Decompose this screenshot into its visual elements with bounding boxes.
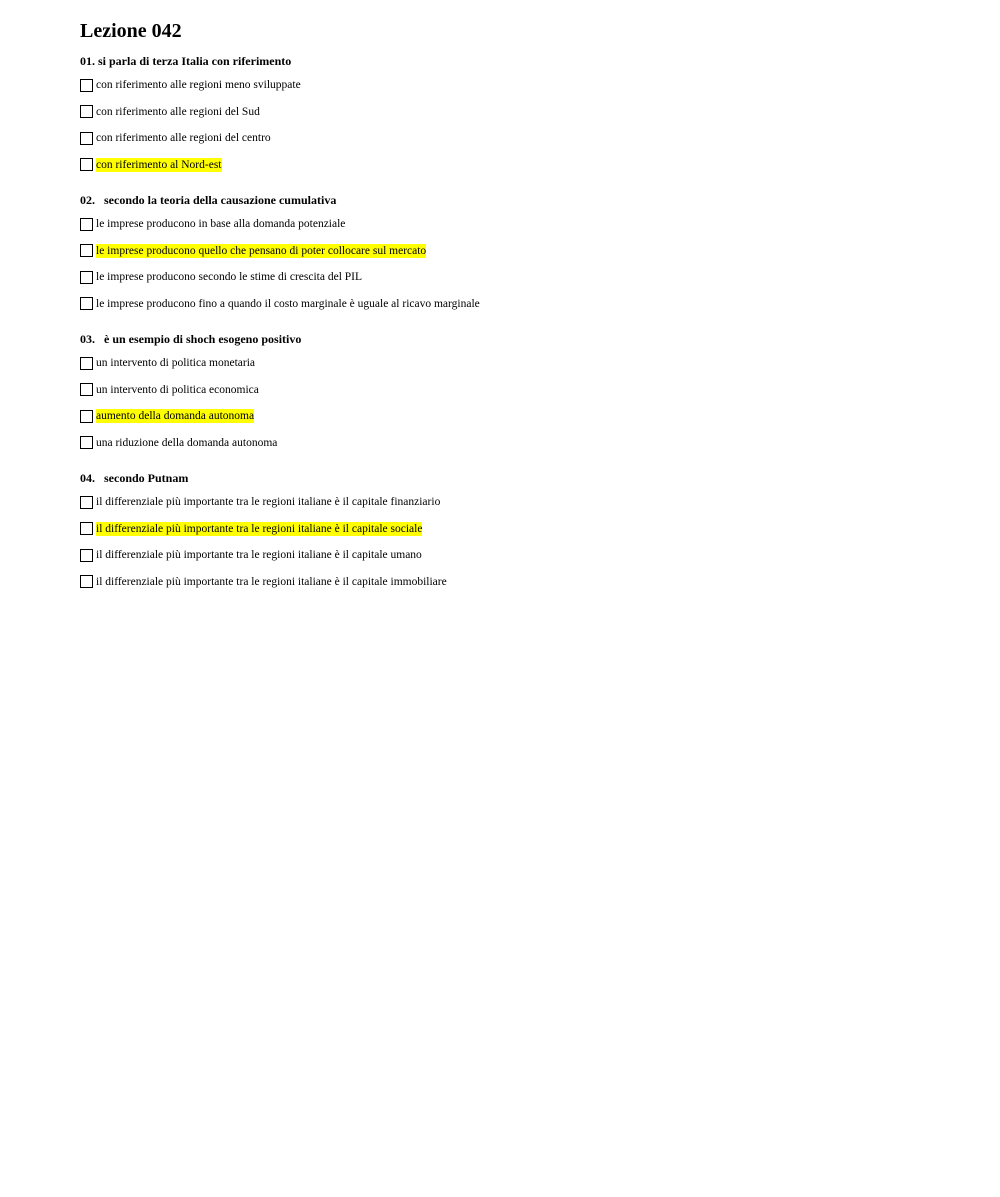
question-block: [80, 53, 960, 178]
answer-checkbox[interactable]: [80, 549, 93, 562]
answer-checkbox[interactable]: [80, 522, 93, 535]
highlighted-answer-text: aumento della domanda autonoma: [96, 410, 255, 423]
answer-checkbox[interactable]: [80, 105, 93, 118]
answer-option: [80, 264, 960, 291]
highlighted-answer-text: il differenziale più importante tra le regioni italiane è il capitale sociale: [96, 522, 423, 535]
answer-text: le imprese producono secondo le stime di crescita del PIL: [96, 271, 363, 284]
question-text: 01. si parla di terza Italia con riferimento: [80, 54, 292, 68]
highlighted-answer-text: le imprese producono quello che pensano di poter collocare sul mercato: [96, 244, 427, 257]
answer-text: le imprese producono fino a quando il costo marginale è uguale al ricavo marginale: [96, 297, 480, 310]
answer-checkbox[interactable]: [80, 158, 93, 171]
answer-checkbox[interactable]: [80, 410, 93, 423]
answer-text: il differenziale più importante tra le regioni italiane è il capitale immobiliare: [96, 575, 447, 588]
question-block: [80, 470, 960, 595]
answer-option: [80, 152, 960, 179]
answer-checkbox[interactable]: [80, 79, 93, 92]
answer-text: il differenziale più importante tra le regioni italiane è il capitale finanziario: [96, 496, 441, 509]
answer-option: [80, 489, 960, 516]
answer-checkbox[interactable]: [80, 436, 93, 449]
answer-option: [80, 99, 960, 126]
quiz-page: [80, 18, 960, 609]
answer-text: con riferimento alle regioni meno sviluppate: [96, 79, 301, 92]
answer-checkbox[interactable]: [80, 357, 93, 370]
answer-checkbox[interactable]: [80, 271, 93, 284]
answer-checkbox[interactable]: [80, 244, 93, 257]
answer-checkbox[interactable]: [80, 297, 93, 310]
answer-text: una riduzione della domanda autonoma: [96, 436, 278, 449]
answer-checkbox[interactable]: [80, 218, 93, 231]
answer-option: [80, 430, 960, 457]
answer-option: [80, 377, 960, 404]
answer-text: con riferimento alle regioni del Sud: [96, 105, 260, 118]
highlighted-answer-text: con riferimento al Nord-est: [96, 158, 222, 171]
answer-checkbox[interactable]: [80, 132, 93, 145]
answer-option: [80, 350, 960, 377]
answer-option: [80, 291, 960, 318]
answer-option: [80, 211, 960, 238]
answer-text: un intervento di politica monetaria: [96, 357, 256, 370]
answer-option: [80, 238, 960, 265]
answer-checkbox[interactable]: [80, 383, 93, 396]
answer-option: [80, 125, 960, 152]
question-list: [80, 53, 960, 595]
answer-option: [80, 516, 960, 543]
answer-option: [80, 403, 960, 430]
answer-checkbox[interactable]: [80, 496, 93, 509]
question-block: [80, 331, 960, 456]
answer-text: con riferimento alle regioni del centro: [96, 132, 271, 145]
answer-option: [80, 569, 960, 596]
question-block: [80, 192, 960, 317]
answer-text: il differenziale più importante tra le regioni italiane è il capitale umano: [96, 549, 422, 562]
answer-text: le imprese producono in base alla domanda potenziale: [96, 218, 346, 231]
page-title: Lezione 042: [80, 20, 182, 42]
answer-text: un intervento di politica economica: [96, 383, 259, 396]
answer-option: [80, 72, 960, 99]
question-text: 04. secondo Putnam: [80, 471, 189, 485]
answer-checkbox[interactable]: [80, 575, 93, 588]
question-text: 02. secondo la teoria della causazione cumulativa: [80, 193, 337, 207]
question-text: 03. è un esempio di shoch esogeno positivo: [80, 332, 302, 346]
answer-option: [80, 542, 960, 569]
